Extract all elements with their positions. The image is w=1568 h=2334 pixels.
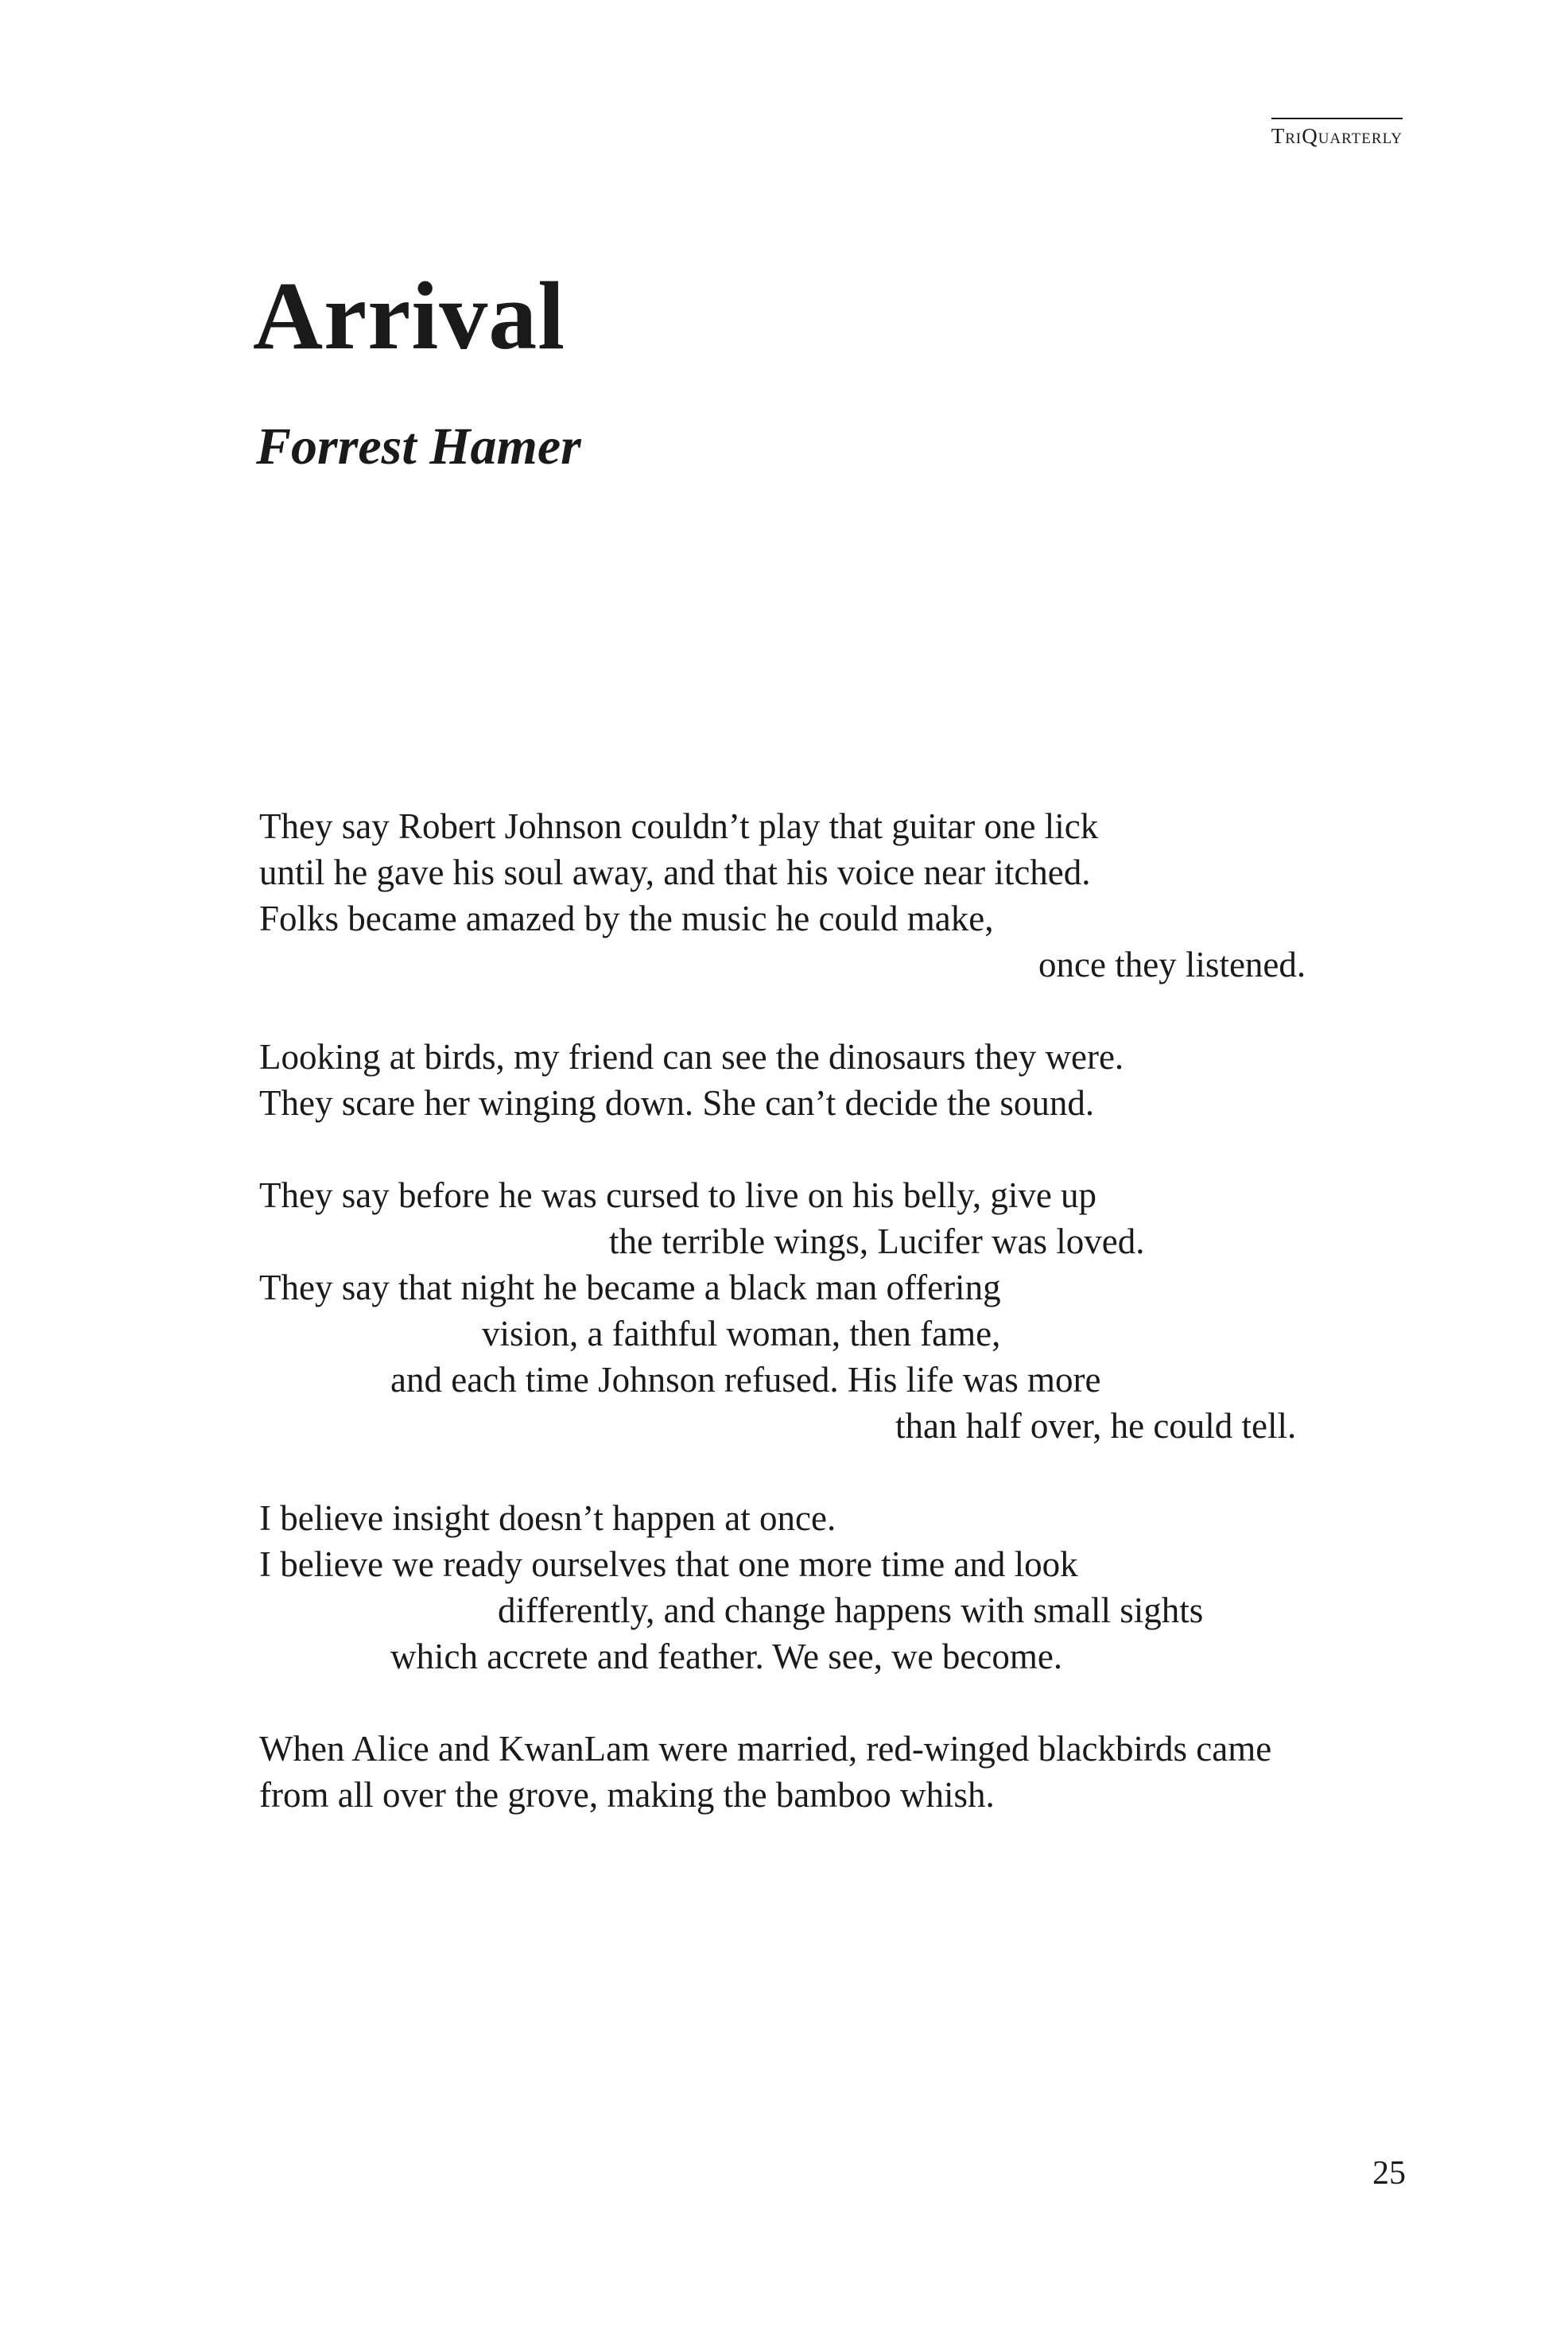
poem-line: the terrible wings, Lucifer was loved. xyxy=(609,1221,1145,1261)
poem-line: once they listened. xyxy=(1038,945,1306,984)
poem-line: vision, a faithful woman, then fame, xyxy=(482,1314,1001,1353)
stanza-2 xyxy=(259,1034,1420,1126)
page-number: 25 xyxy=(1372,2155,1406,2192)
poem-body xyxy=(259,803,1420,1864)
poem-line: and each time Johnson refused. His life was more xyxy=(390,1360,1101,1400)
poem-line: When Alice and KwanLam were married, red-winged blackbirds came xyxy=(259,1729,1272,1769)
poem-title: Arrival xyxy=(253,262,566,370)
stanza-4 xyxy=(259,1495,1420,1680)
stanza-3 xyxy=(259,1172,1420,1449)
poem-line: I believe we ready ourselves that one more time and look xyxy=(259,1544,1078,1584)
poem-line: which accrete and feather. We see, we become. xyxy=(390,1637,1063,1676)
poem-line: I believe insight doesn’t happen at once. xyxy=(259,1498,836,1538)
running-head: TriQuarterly xyxy=(1271,118,1403,150)
poem-line: Looking at birds, my friend can see the dinosaurs they were. xyxy=(259,1037,1124,1077)
poem-author: Forrest Hamer xyxy=(256,417,581,476)
poem-line: than half over, he could tell. xyxy=(895,1406,1297,1446)
poem-line: They say before he was cursed to live on his belly, give up xyxy=(259,1175,1097,1215)
stanza-1 xyxy=(259,803,1420,988)
poem-line: They say Robert Johnson couldn’t play that guitar one lick xyxy=(259,806,1099,846)
poem-line: from all over the grove, making the bamboo whish. xyxy=(259,1775,995,1815)
stanza-5 xyxy=(259,1726,1420,1818)
poem-line: differently, and change happens with small sights xyxy=(498,1590,1204,1630)
poem-line: They scare her winging down. She can’t decide the sound. xyxy=(259,1083,1095,1123)
poem-line: They say that night he became a black man offering xyxy=(259,1268,1001,1307)
poem-line: Folks became amazed by the music he could make, xyxy=(259,899,994,938)
poem-line: until he gave his soul away, and that his voice near itched. xyxy=(259,852,1091,892)
